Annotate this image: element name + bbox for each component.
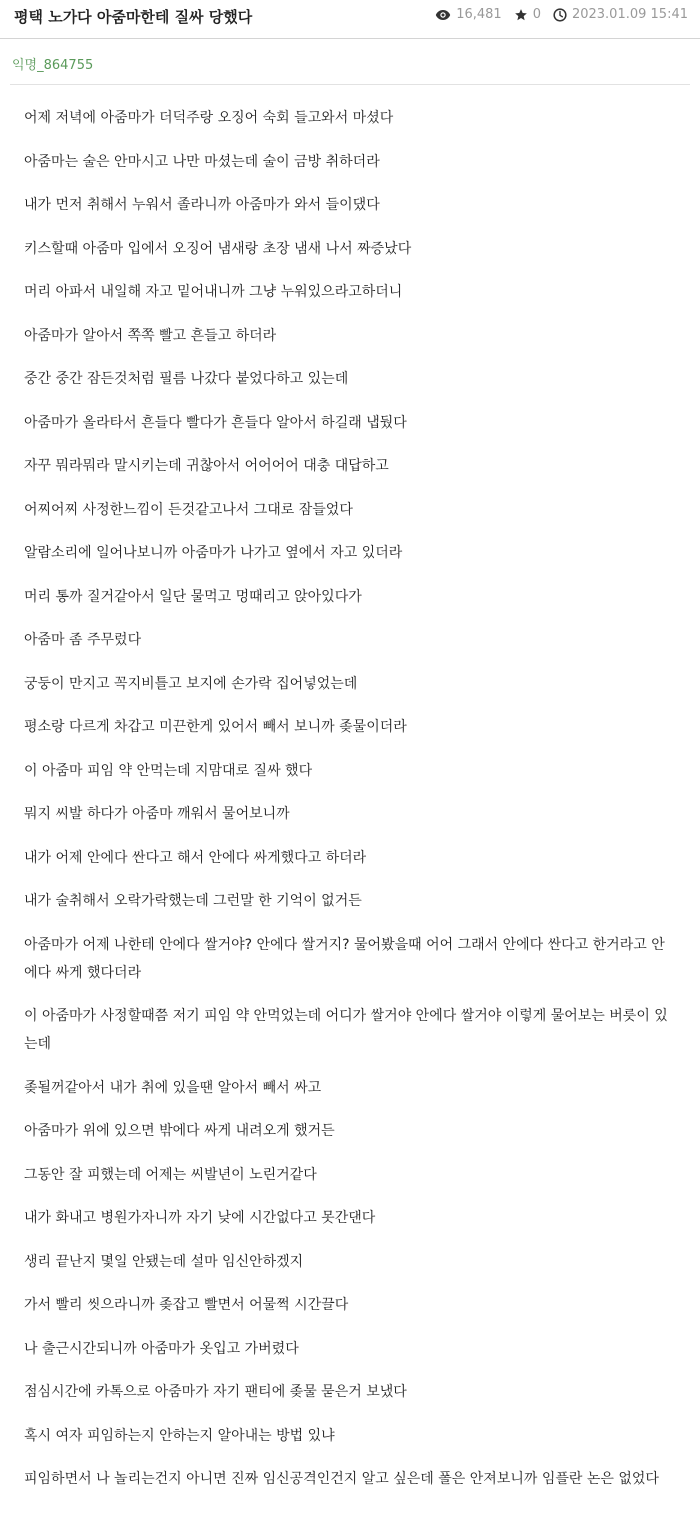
star-icon [514,8,528,22]
post-header [0,0,700,39]
body-paragraph: 어제 저녁에 아줌마가 더덕주랑 오징어 숙회 들고와서 마셨다 [24,110,394,126]
body-paragraph: 자꾸 뭐라뭐라 말시키는데 귀찮아서 어어어어 대충 대답하고 [24,458,389,474]
post-datetime: 2023.01.09 15:41 [571,7,688,22]
body-paragraph: 뭐지 씨발 하다가 아줌마 깨워서 물어보니까 [24,806,290,822]
clock-icon [553,8,567,22]
body-paragraph: 내가 화내고 병원가자니까 자기 낮에 시간없다고 못간댄다 [24,1210,376,1226]
body-paragraph: 알람소리에 일어나보니까 아줌마가 나가고 옆에서 자고 있더라 [24,545,403,561]
stars-count: 0 [532,7,541,22]
body-paragraph: 내가 먼저 취해서 누워서 졸라니까 아줌마가 와서 들이댔다 [24,197,380,213]
body-paragraph: 머리 통까 질거같아서 일단 물먹고 멍때리고 앉아있다가 [24,588,362,605]
post-meta [423,7,688,22]
body-paragraph: 생리 끝난지 몇일 안됐는데 설마 임신안하겠지 [24,1253,304,1270]
body-paragraph: 아줌마가 위에 있으면 밖에다 싸게 내려오게 했거든 [24,1123,335,1139]
post-body [24,104,678,1509]
body-paragraph: 혹시 여자 피임하는지 안하는지 알아내는 방법 있냐 [24,1427,335,1444]
body-paragraph: 키스할때 아줌마 입에서 오징어 냄새랑 초장 냄새 나서 짜증났다 [24,240,412,257]
body-paragraph: 중간 중간 잠든것처럼 필름 나갔다 붙었다하고 있는데 [24,371,349,387]
body-paragraph: 그동안 잘 피했는데 어제는 씨발년이 노린거같다 [24,1166,317,1183]
author-name[interactable]: 익명_864755 [12,58,94,73]
body-paragraph: 아줌마가 어제 나한테 안에다 쌀거야? 안에다 쌀거지? 물어봤을때 어어 그래서 안에다 싼다고 한거라고 안에다 싸게 했다더라 [24,936,665,981]
body-paragraph: 아줌마는 술은 안마시고 나만 마셨는데 술이 금방 취하더라 [24,153,380,170]
views-stat [435,7,502,22]
body-paragraph: 아줌마가 알아서 쪽쪽 빨고 흔들고 하더라 [24,327,277,344]
body-paragraph: 나 출근시간되니까 아줌마가 옷입고 가버렸다 [24,1340,299,1357]
body-paragraph: 어찌어찌 사정한느낌이 든것같고나서 그대로 잠들었다 [24,501,353,518]
body-paragraph: 머리 아파서 내일해 자고 밑어내니까 그냥 누워있으라고하더니 [24,284,403,300]
body-paragraph: 평소랑 다르게 차갑고 미끈한게 있어서 빼서 보니까 좆물이더라 [24,719,407,735]
body-paragraph: 궁둥이 만지고 꼭지비틀고 보지에 손가락 집어넣었는데 [24,675,358,692]
body-paragraph: 좆될꺼같아서 내가 취에 있을땐 알아서 빼서 싸고 [24,1079,322,1096]
views-count: 16,481 [456,7,502,22]
eye-icon [435,9,451,21]
stars-stat[interactable] [514,7,541,22]
body-paragraph: 아줌마가 올라타서 흔들다 빨다가 흔들다 알아서 하길래 냅뒀다 [24,414,407,431]
divider [10,84,690,85]
body-paragraph: 아줌마 좀 주무렀다 [24,632,142,648]
body-paragraph: 이 아줌마가 사정할때쯤 저기 피임 약 안먹었는데 어디가 쌀거야 안에다 쌀거야 이렇게 물어보는 버릇이 있는데 [24,1008,668,1052]
body-paragraph: 내가 술취해서 오락가락했는데 그런말 한 기억이 없거든 [24,893,362,909]
body-paragraph: 점심시간에 카톡으로 아줌마가 자기 팬티에 좆물 묻은거 보냈다 [24,1384,407,1400]
post-title: 평택 노가다 아줌마한테 질싸 당했다 [14,8,253,26]
date-stat [553,7,688,22]
body-paragraph: 내가 어제 안에다 싼다고 해서 안에다 싸게했다고 하더라 [24,849,367,866]
body-paragraph: 가서 빨리 씻으라니까 좆잡고 빨면서 어물쩍 시간끌다 [24,1297,349,1313]
body-paragraph: 이 아줌마 피임 약 안먹는데 지맘대로 질싸 했다 [24,762,313,779]
body-paragraph: 피임하면서 나 놀리는건지 아니면 진짜 임신공격인건지 알고 싶은데 폴은 안져보니까 임플란 논은 없었다 [24,1471,659,1487]
